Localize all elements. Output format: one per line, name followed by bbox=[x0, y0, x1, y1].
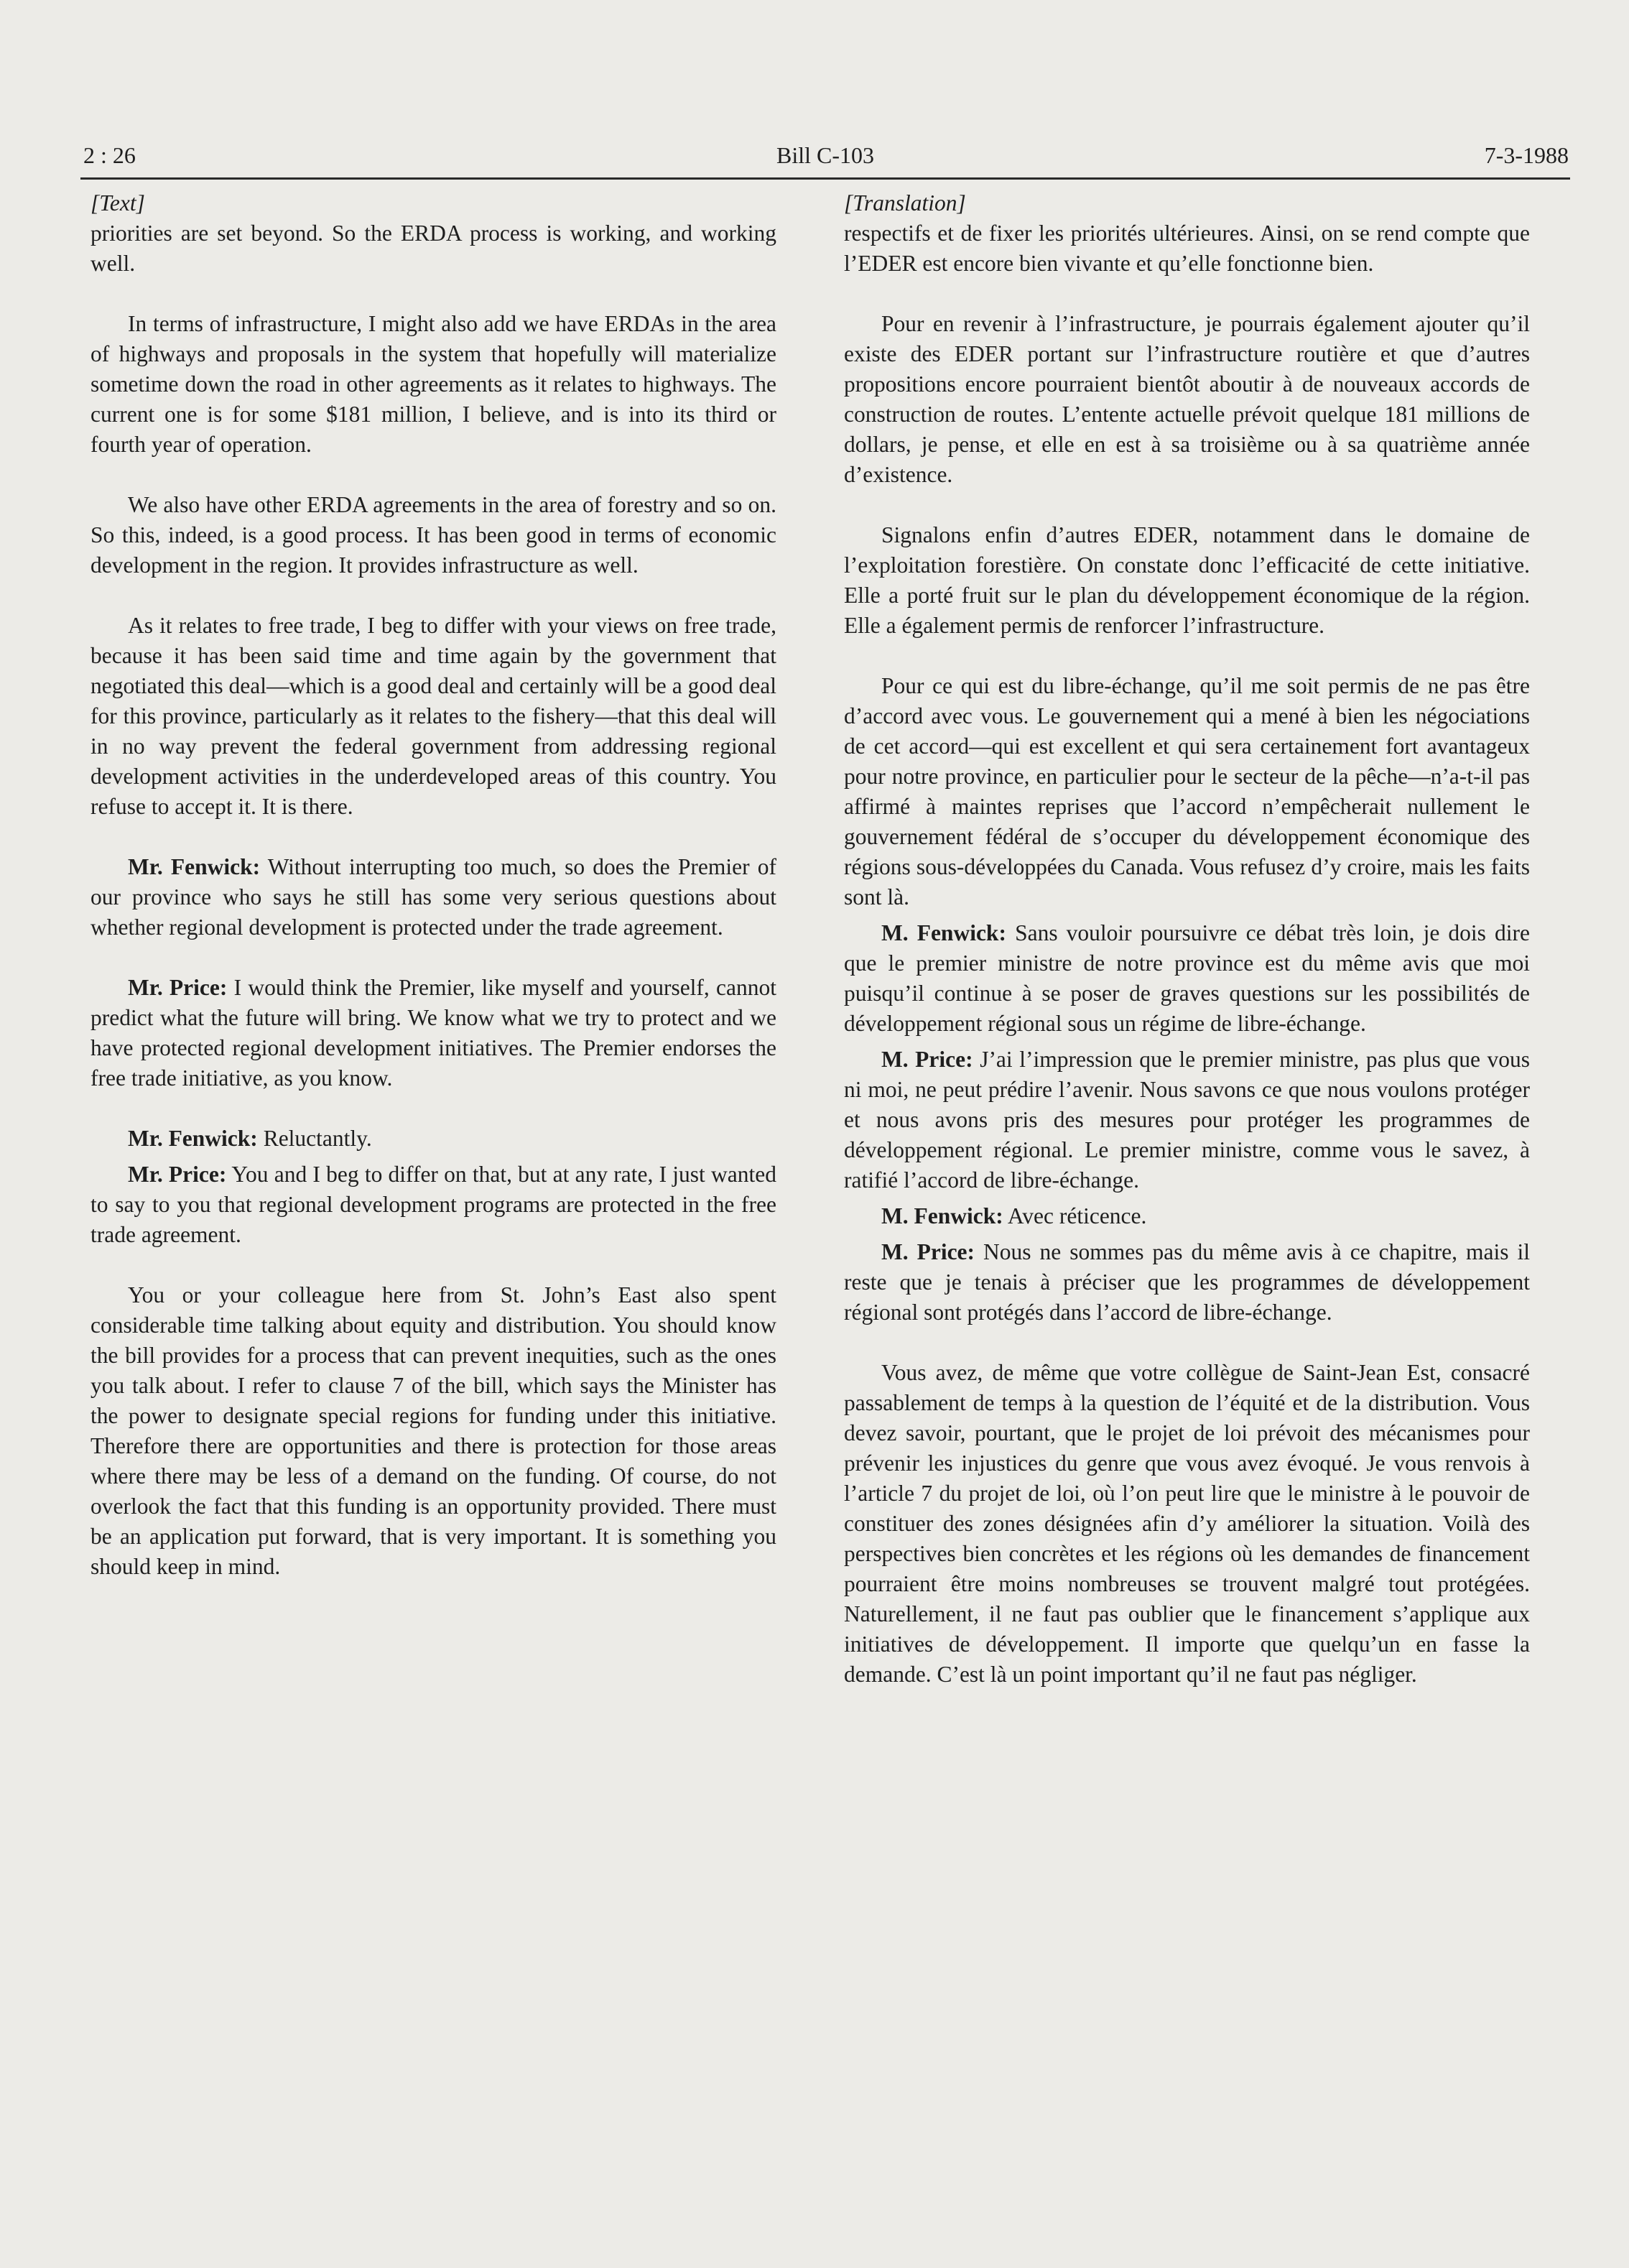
speech-text: Sans vouloir poursuivre ce débat très loin, je dois dire que le premier ministre de notre province est du même avis que moi puisqu’il continue à se poser de graves questions sur les possibilités de développement régional sous un régime de libre-échange. bbox=[844, 920, 1530, 1036]
speech-text: Reluctantly. bbox=[263, 1126, 372, 1151]
speech-text: Avec réticence. bbox=[1007, 1203, 1147, 1228]
speech-text: You and I beg to differ on that, but at any rate, I just wanted to say to you that regional development programs are protected in the free trade agreement. bbox=[90, 1162, 776, 1247]
paragraph: Pour ce qui est du libre-échange, qu’il me soit permis de ne pas être d’accord avec vous. Le gouvernement qui a mené à bien les négociations de cet accord—qui est excellent et qui sera certainement fort avantageux pour notre province, en particulier pour le secteur de la pêche—n’a-t-il pas affirmé à maintes reprises que l’accord n’empêcherait nullement le gouvernement fédéral de s’occuper du développement économique des régions sous-développées du Canada. Vous refusez d’y croire, mais les faits sont là. bbox=[844, 673, 1530, 909]
speech bbox=[844, 1201, 1530, 1231]
paragraph: Vous avez, de même que votre collègue de Saint-Jean Est, consacré passablement de temps à la question de l’équité et de la distribution. Vous devez savoir, pourtant, que le projet de loi prévoit des mécanismes pour prévenir les injustices du genre que vous avez évoqué. Je vous renvois à l’article 7 du projet de loi, où l’on peut lire que le ministre à le pouvoir de constituer des zones désignées afin d’y améliorer la situation. Voilà des perspectives bien concrètes et les régions où les demandes de financement pourraient être moins nombreuses se trouvent malgré tout protégées. Naturellement, il ne faut pas oublier que le financement s’applique aux initiatives de développement. Il importe que quelqu’un en fasse la demande. C’est là un point important qu’il ne faut pas négliger. bbox=[844, 1360, 1530, 1687]
text-label: [Text] bbox=[90, 190, 145, 216]
speaker-name: M. Price: bbox=[881, 1047, 973, 1072]
speaker-name: M. Fenwick: bbox=[881, 920, 1006, 945]
bill-title: Bill C-103 bbox=[776, 142, 874, 168]
speech bbox=[90, 973, 776, 1093]
english-column bbox=[90, 188, 776, 1582]
speech bbox=[90, 1124, 776, 1154]
french-column bbox=[844, 188, 1530, 1690]
speech-text: J’ai l’impression que le premier ministre, pas plus que vous ni moi, ne peut prédire l’avenir. Nous savons ce que nous voulons protéger et nous avons pris des mesures pour protéger les programmes de développement régional. Le premier ministre, comme vous le savez, à ratifié l’accord de libre-échange. bbox=[844, 1047, 1531, 1193]
page-number: 2 : 26 bbox=[83, 142, 136, 168]
paragraph: Pour en revenir à l’infrastructure, je pourrais également ajouter qu’il existe des EDER portant sur l’infrastructure routière et que d’autres propositions encore pourraient bientôt aboutir à de nouveaux accords de construction de routes. L’entente actuelle prévoit quelque 181 millions de dollars, je pense, et elle en est à sa troisième ou à sa quatrième année d’existence. bbox=[844, 311, 1530, 487]
speech bbox=[90, 1160, 776, 1250]
speaker-name: Mr. Price: bbox=[128, 975, 228, 1000]
header-rule bbox=[80, 177, 1570, 180]
speaker-name: Mr. Price: bbox=[128, 1162, 227, 1187]
speech-text: Nous ne sommes pas du même avis à ce chapitre, mais il reste que je tenais à préciser que les programmes de développement régional sont protégés dans l’accord de libre-échange. bbox=[844, 1239, 1530, 1325]
paragraph: Signalons enfin d’autres EDER, notamment dans le domaine de l’exploitation forestière. On constate donc l’efficacité de cette initiative. Elle a porté fruit sur le plan du développement économique de la région. Elle a également permis de renforcer l’infrastructure. bbox=[844, 522, 1530, 638]
paragraph: As it relates to free trade, I beg to differ with your views on free trade, because it has been said time and time again by the government that negotiated this deal—which is a good deal and certainly will be a good deal for this province, particularly as it relates to the fishery—that this deal will in no way prevent the federal government from addressing regional development activities in the underdeveloped areas of this country. You refuse to accept it. It is there. bbox=[90, 613, 776, 819]
paragraph: respectifs et de fixer les priorités ultérieures. Ainsi, on se rend compte que l’EDER est encore bien vivante et qu’elle fonctionne bien. bbox=[844, 221, 1530, 276]
translation-label: [Translation] bbox=[844, 190, 966, 216]
speaker-name: Mr. Fenwick: bbox=[128, 1126, 258, 1151]
paragraph: priorities are set beyond. So the ERDA process is working, and working well. bbox=[90, 221, 776, 276]
speech-text: Without interrupting too much, so does the Premier of our province who says he still has some very serious questions about whether regional development is protected under the trade agreement. bbox=[90, 854, 776, 940]
speech bbox=[844, 1237, 1530, 1328]
page-header bbox=[80, 136, 1570, 180]
paragraph: We also have other ERDA agreements in the area of forestry and so on. So this, indeed, is a good process. It has been good in terms of economic development in the region. It provides infrastructure as well. bbox=[90, 492, 776, 578]
paragraph: You or your colleague here from St. John’s East also spent considerable time talking about equity and distribution. You should know the bill provides for a process that can prevent inequities, such as the ones you talk about. I refer to clause 7 of the bill, which says the Minister has the power to designate special regions for funding under this initiative. Therefore there are opportunities and there is protection for those areas where there may be less of a demand on the funding. Of course, do not overlook the fact that this funding is an opportunity provided. There must be an application put forward, that is very important. It is something you should keep in mind. bbox=[90, 1282, 776, 1579]
speaker-name: Mr. Fenwick: bbox=[128, 854, 261, 879]
page-date: 7-3-1988 bbox=[1484, 142, 1569, 168]
paragraph: In terms of infrastructure, I might also add we have ERDAs in the area of highways and proposals in the system that hopefully will materialize sometime down the road in other agreements as it relates to highways. The current one is for some $181 million, I believe, and is into its third or fourth year of operation. bbox=[90, 311, 776, 457]
speaker-name: M. Fenwick: bbox=[881, 1203, 1003, 1228]
speaker-name: M. Price: bbox=[881, 1239, 975, 1264]
speech bbox=[90, 852, 776, 943]
speech bbox=[844, 1045, 1530, 1195]
speech-text: I would think the Premier, like myself and yourself, cannot predict what the future will bring. We know what we try to protect and we have protected regional development initiatives. The Premier endorses the free trade initiative, as you know. bbox=[90, 975, 776, 1091]
speech bbox=[844, 918, 1530, 1039]
